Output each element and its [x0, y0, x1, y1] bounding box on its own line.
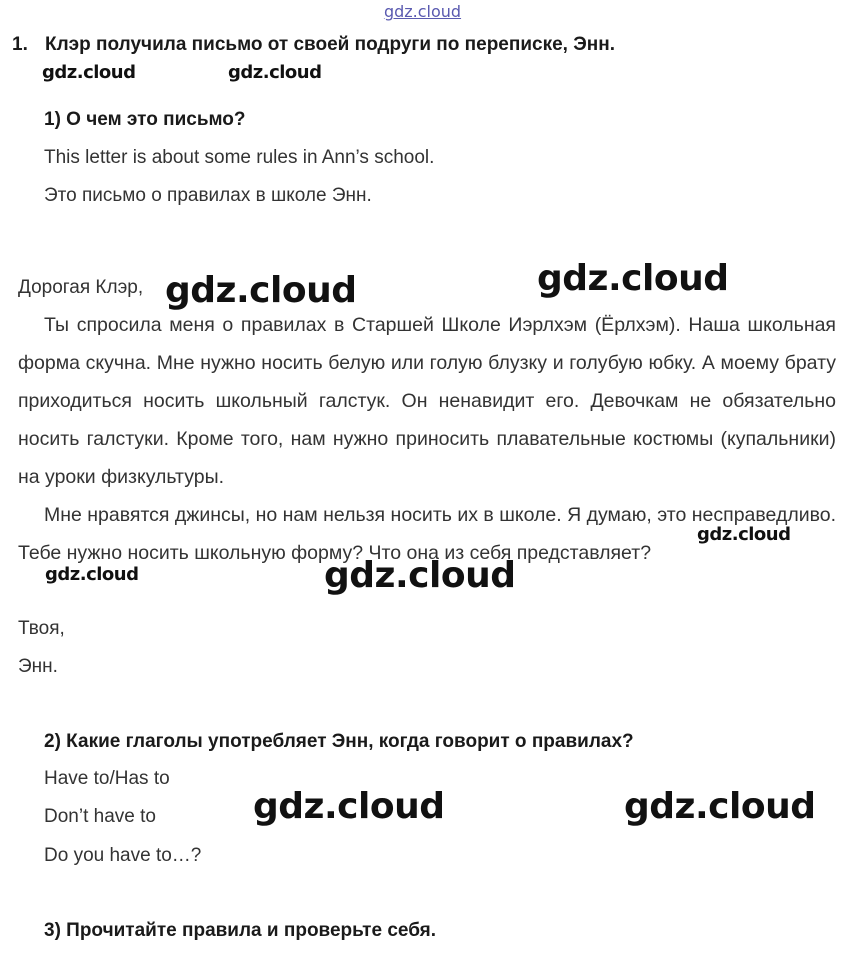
- task-heading: [12, 34, 615, 56]
- task-number: 1.: [12, 34, 28, 55]
- watermark: gdz.cloud: [624, 786, 816, 827]
- watermark: gdz.cloud: [324, 555, 516, 596]
- question-1-answer-en: This letter is about some rules in Ann’s school.: [44, 147, 435, 168]
- question-3-heading: 3) Прочитайте правила и проверьте себя.: [44, 920, 437, 941]
- task-title: Клэр получила письмо от своей подруги по переписке, Энн.: [45, 34, 615, 55]
- watermark: gdz.cloud: [165, 270, 357, 311]
- watermark: gdz.cloud: [697, 524, 791, 545]
- letter-signature: Энн.: [18, 656, 58, 677]
- question-1-heading: 1) О чем это письмо?: [44, 109, 246, 130]
- question-2-answer: Don’t have to: [44, 806, 156, 827]
- question-2-heading: 2) Какие глаголы употребляет Энн, когда говорит о правилах?: [44, 731, 634, 752]
- letter-closing: Твоя,: [18, 618, 65, 639]
- letter-paragraph-2: Мне нравятся джинсы, но нам нельзя носить их в школе. Я думаю, это несправедливо. Тебе нужно носить школьную форму? Что она из себя представляет?: [18, 504, 836, 564]
- question-1-answer-ru: Это письмо о правилах в школе Энн.: [44, 185, 372, 206]
- watermark-top: gdz.cloud: [383, 2, 462, 21]
- watermark: gdz.cloud: [45, 564, 139, 585]
- watermark: gdz.cloud: [42, 62, 136, 83]
- question-2-answer: Do you have to…?: [44, 845, 202, 866]
- watermark: gdz.cloud: [537, 258, 729, 299]
- watermark: gdz.cloud: [228, 62, 322, 83]
- watermark: gdz.cloud: [253, 786, 445, 827]
- letter-paragraph-1: Ты спросила меня о правилах в Старшей Школе Иэрлхэм (Ёрлхэм). Наша школьная форма скучна. Мне нужно носить белую или голую блузку и голубую юбку. А моему брату приходиться носить школьный галстук. Он ненавидит его. Девочкам не обязательно носить галстуки. Кроме того, нам нужно приносить плавательные костюмы (купальники) на уроки физкультуры.: [18, 314, 836, 488]
- question-2-answer: Have to/Has to: [44, 768, 170, 789]
- letter-greeting: Дорогая Клэр,: [18, 277, 144, 298]
